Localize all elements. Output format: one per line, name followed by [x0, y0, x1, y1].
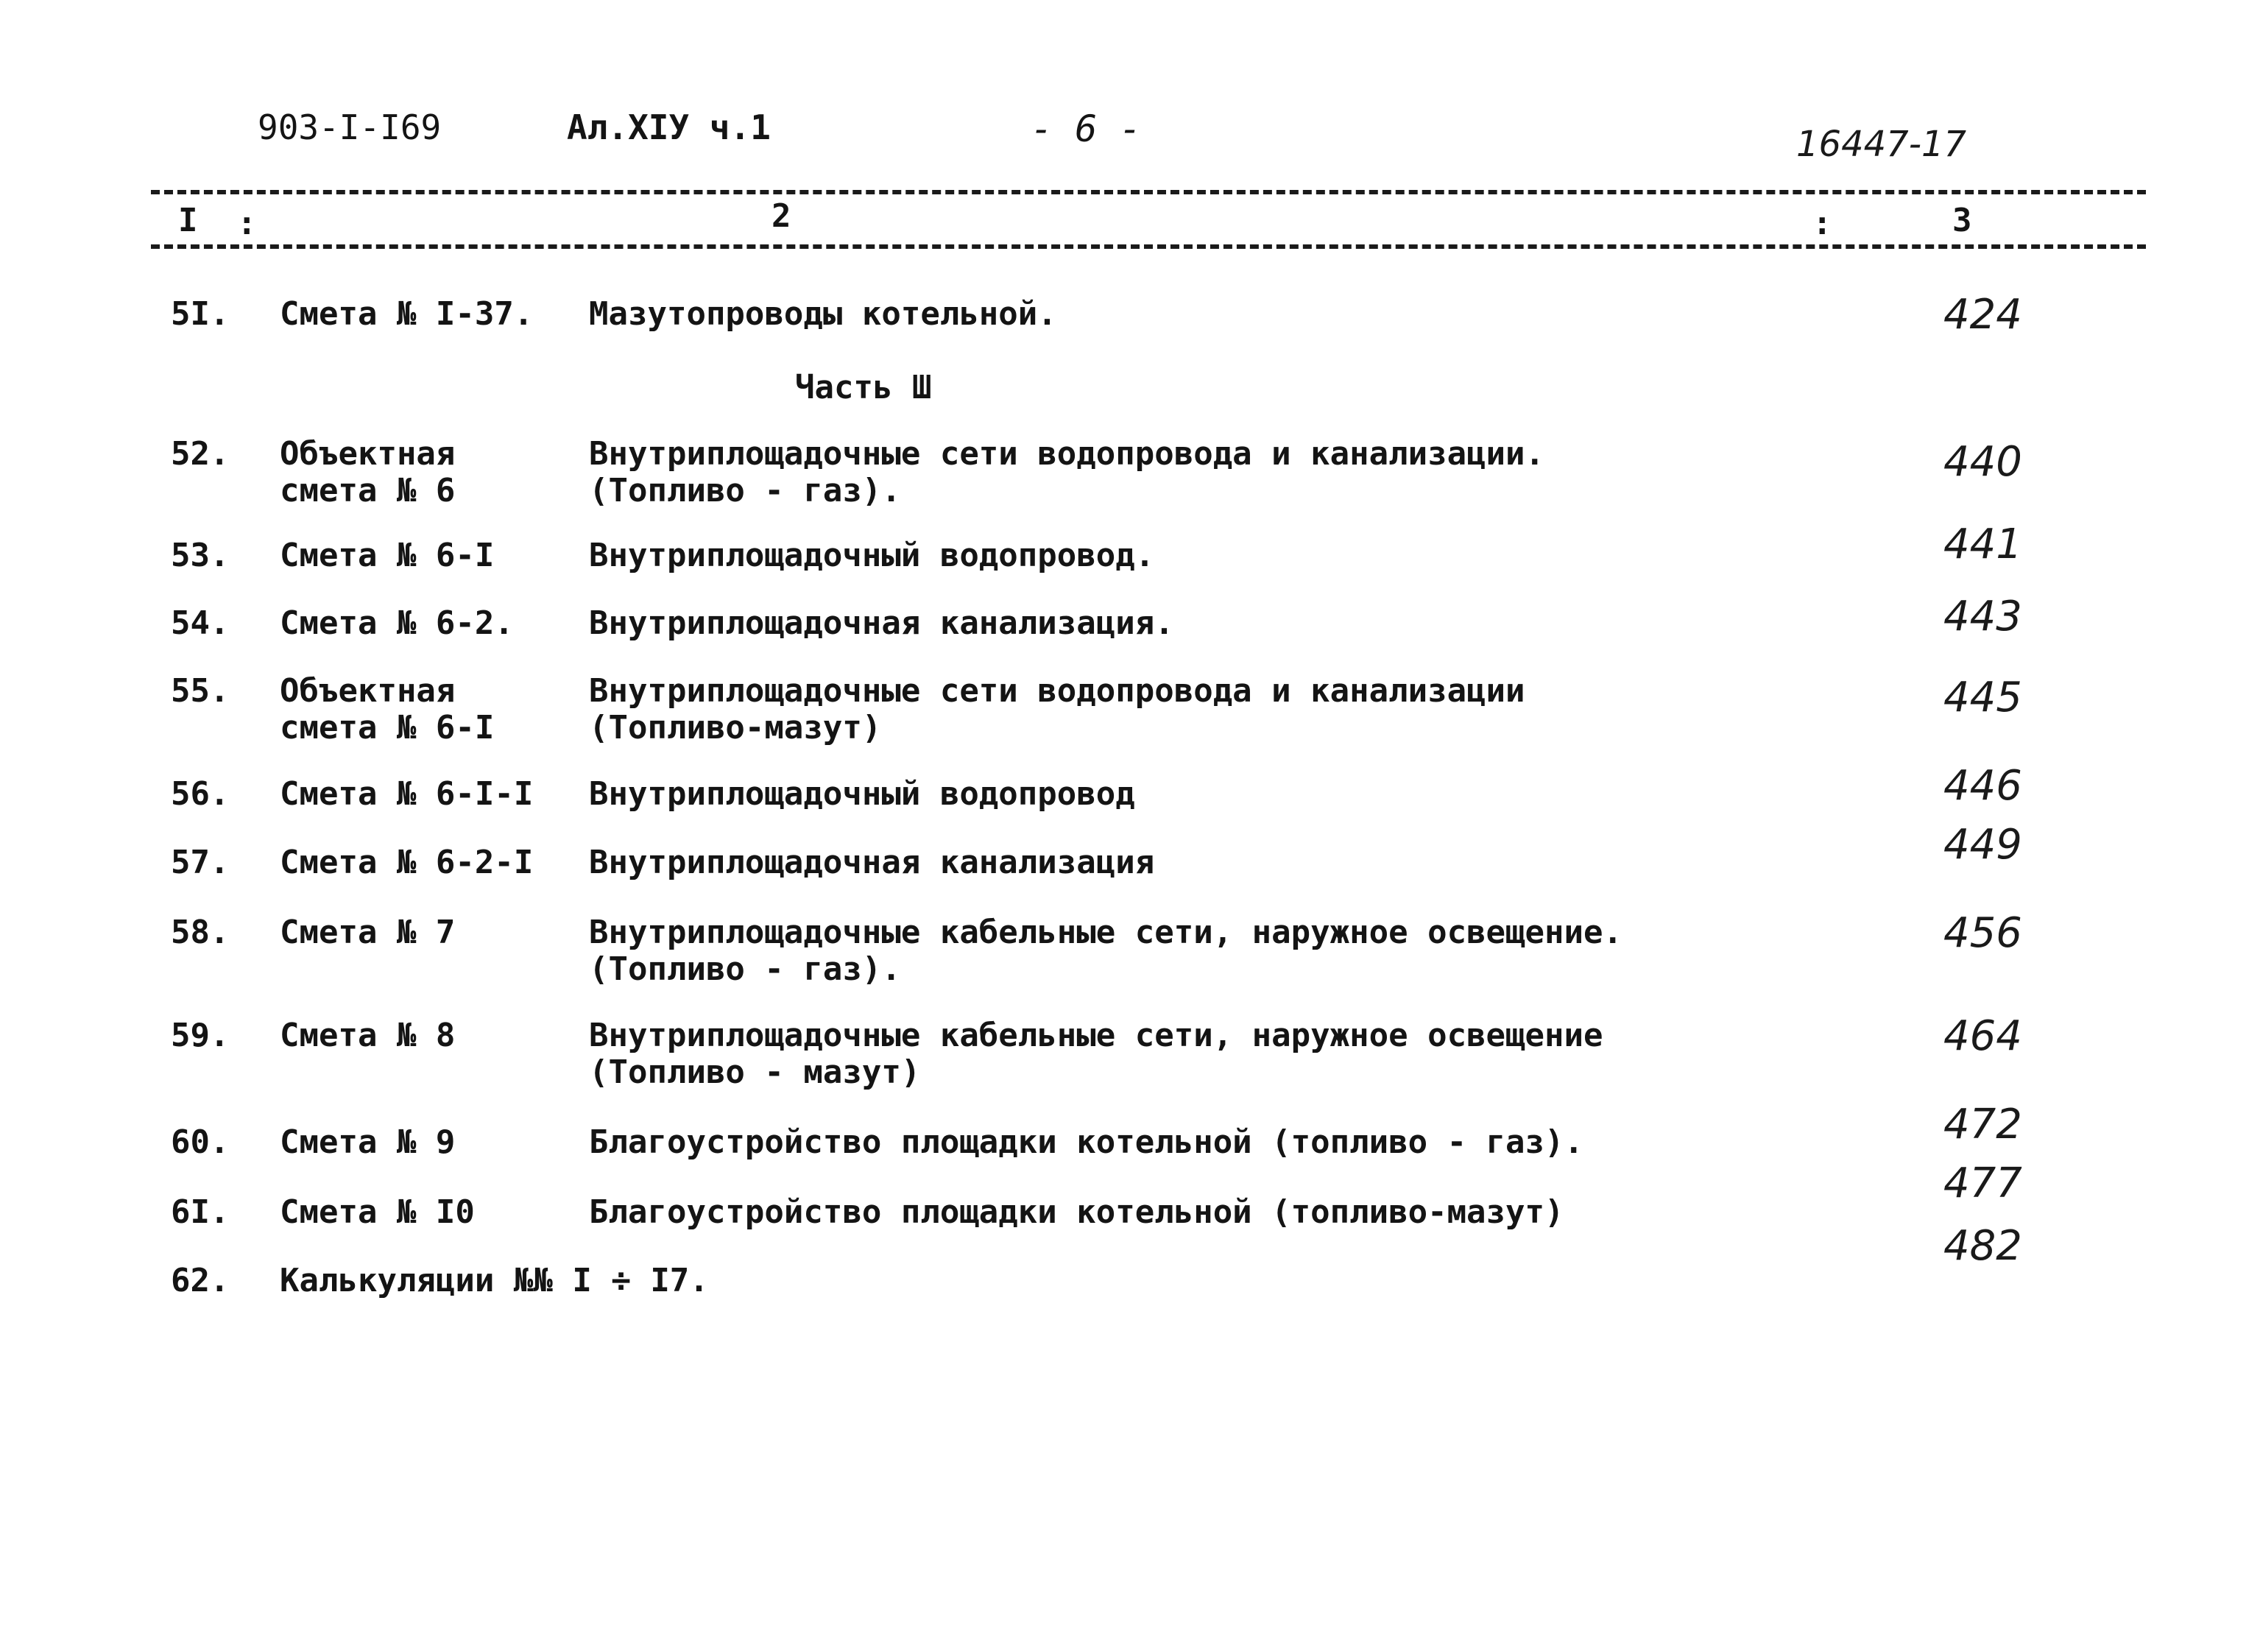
row-description: Внутриплощадочный водопровод	[589, 775, 1135, 813]
row-description: (Топливо - газ).	[589, 472, 901, 509]
row-number: 57.	[171, 844, 230, 881]
row-number: 56.	[171, 775, 230, 813]
row-number: 58.	[171, 914, 230, 951]
row-description: Внутриплощадочные кабельные сети, наружное освещение	[589, 1017, 1603, 1054]
header-top-rule	[151, 190, 2146, 194]
row-description: Внутриплощадочный водопровод.	[589, 537, 1155, 574]
row-number: 5I.	[171, 295, 230, 333]
row-basis: Смета № I-37.	[280, 295, 534, 333]
row-description: Внутриплощадочные сети водопровода и канализации	[589, 672, 1525, 710]
row-basis: Смета № 6-I-I	[280, 775, 534, 813]
row-number: 52.	[171, 435, 230, 473]
row-page-number: 449	[1943, 821, 2022, 869]
row-page-number: 441	[1943, 520, 2022, 568]
row-basis: Смета № I0	[280, 1193, 475, 1231]
row-basis: Смета № 7	[280, 914, 456, 951]
row-number: 59.	[171, 1017, 230, 1054]
row-page-number: 464	[1943, 1012, 2022, 1060]
row-basis: смета № 6-I	[280, 709, 495, 746]
row-number: 55.	[171, 672, 230, 710]
row-basis: Смета № 9	[280, 1123, 456, 1161]
row-page-number: 477	[1943, 1159, 2022, 1207]
row-basis: Объектная	[280, 435, 456, 473]
row-description: (Топливо - мазут)	[589, 1053, 921, 1091]
row-description: Благоустройство площадки котельной (топливо-мазут)	[589, 1193, 1564, 1231]
row-basis: Смета № 6-2.	[280, 604, 514, 642]
column-2-header: 2	[771, 197, 791, 235]
row-page-number: 472	[1943, 1101, 2022, 1148]
row-description: Внутриплощадочная канализация.	[589, 604, 1174, 642]
column-separator: :	[237, 205, 257, 242]
row-description: (Топливо - газ).	[589, 950, 901, 988]
row-number: 54.	[171, 604, 230, 642]
row-description: Внутриплощадочная канализация	[589, 844, 1155, 881]
row-basis: смета № 6	[280, 472, 456, 509]
row-page-number: 446	[1943, 762, 2022, 810]
row-number: 6I.	[171, 1193, 230, 1231]
row-description: Мазутопроводы котельной.	[589, 295, 1057, 333]
row-number: 53.	[171, 537, 230, 574]
row-description: (Топливо-мазут)	[589, 709, 882, 746]
row-page-number: 445	[1943, 674, 2022, 721]
row-basis: Смета № 6-I	[280, 537, 495, 574]
row-number: 62.	[171, 1262, 230, 1299]
row-description: Внутриплощадочные сети водопровода и канализации.	[589, 435, 1545, 473]
row-basis: Смета № 6-2-I	[280, 844, 534, 881]
part-title: Часть Ш	[795, 369, 932, 406]
row-page-number: 456	[1943, 909, 2022, 957]
row-page-number: 443	[1943, 593, 2022, 640]
row-page-number: 424	[1943, 291, 2022, 339]
row-number: 60.	[171, 1123, 230, 1161]
row-page-number: 482	[1943, 1222, 2022, 1270]
row-basis: Объектная	[280, 672, 456, 710]
page-number: - 6 -	[1031, 107, 1142, 150]
row-basis: Смета № 8	[280, 1017, 456, 1054]
row-basis: Калькуляции №№ I ÷ I7.	[280, 1262, 709, 1299]
inventory-number: 16447-17	[1796, 124, 1967, 165]
row-description: Благоустройство площадки котельной (топливо - газ).	[589, 1123, 1584, 1161]
document-code: 903-I-I69	[258, 107, 442, 147]
column-3-header: 3	[1952, 202, 1972, 239]
album-label: Ал.XIУ ч.1	[567, 107, 771, 147]
column-separator: :	[1812, 205, 1832, 242]
header-bottom-rule	[151, 244, 2146, 249]
row-description: Внутриплощадочные кабельные сети, наружное освещение.	[589, 914, 1622, 951]
column-1-header: I	[178, 202, 198, 239]
row-page-number: 440	[1943, 438, 2022, 486]
